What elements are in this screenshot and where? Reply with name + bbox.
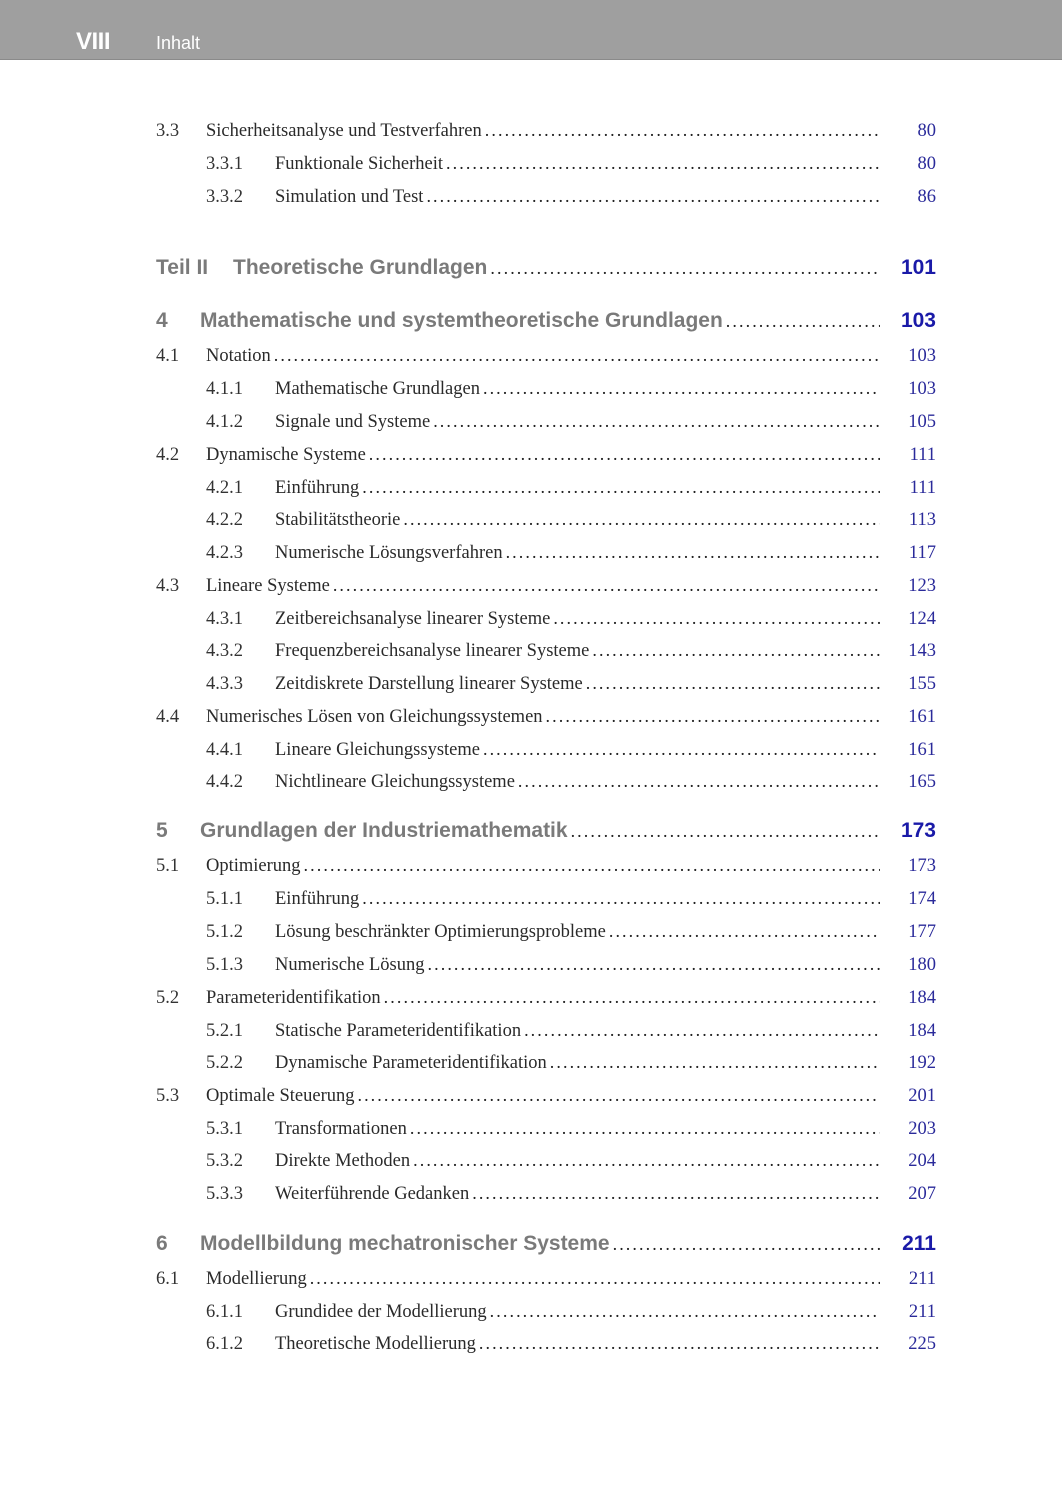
toc-entry-subsection[interactable] (156, 888, 936, 918)
dot-leader (586, 673, 880, 694)
entry-page-number[interactable]: 123 (908, 576, 936, 596)
entry-number: 5 (156, 819, 168, 842)
entry-title: Zeitbereichsanalyse linearer Systeme (275, 609, 551, 629)
entry-title: Weiterführende Gedanken (275, 1184, 470, 1204)
entry-title: Modellierung (206, 1269, 307, 1289)
toc-entry-subsection[interactable] (156, 640, 936, 670)
entry-title: Transformationen (275, 1119, 407, 1139)
entry-page-number[interactable]: 211 (902, 1232, 936, 1255)
toc-entry-subsection[interactable] (156, 921, 936, 951)
entry-number: 4.2.2 (206, 510, 243, 530)
entry-page-number[interactable]: 207 (908, 1184, 936, 1204)
toc-entry-subsection[interactable] (156, 673, 936, 703)
entry-title: Sicherheitsanalyse und Testverfahren (206, 121, 482, 141)
entry-number: 5.1.3 (206, 955, 243, 975)
dot-leader (357, 1085, 880, 1106)
entry-number: 4.1 (156, 346, 180, 366)
dot-leader (403, 509, 880, 530)
dot-leader (410, 1118, 880, 1139)
entry-page-number[interactable]: 184 (908, 1021, 936, 1041)
entry-number: 5.3 (156, 1086, 180, 1106)
toc-entry-subsection[interactable] (156, 608, 936, 638)
toc-entry-chapter[interactable] (156, 1232, 936, 1262)
entry-title: Stabilitätstheorie (275, 510, 401, 530)
toc-entry-subsection[interactable] (156, 1052, 936, 1082)
entry-page-number[interactable]: 111 (909, 445, 936, 465)
toc-entry-subsection[interactable] (156, 542, 936, 572)
entry-number: 4.3.3 (206, 674, 243, 694)
dot-leader (369, 444, 880, 465)
dot-leader (362, 477, 880, 498)
toc-entry-subsection[interactable] (156, 378, 936, 408)
entry-page-number[interactable]: 101 (900, 256, 936, 279)
dot-leader (433, 411, 880, 432)
entry-number: 4.4 (156, 707, 180, 727)
entry-number: 3.3 (156, 121, 180, 141)
dot-leader (274, 345, 880, 366)
entry-number: Teil II (156, 256, 209, 279)
entry-title: Numerische Lösung (275, 955, 425, 975)
entry-title: Einführung (275, 478, 360, 498)
dot-leader (726, 311, 880, 332)
entry-title: Funktionale Sicherheit (275, 154, 444, 174)
entry-title: Lösung beschränkter Optimierungsprobleme (275, 922, 606, 942)
dot-leader (553, 608, 880, 629)
entry-title: Mathematische Grundlagen (275, 379, 480, 399)
dot-leader (613, 1234, 880, 1255)
toc-entry-chapter[interactable] (156, 309, 936, 339)
entry-title: Grundlagen der Industriemathematik (200, 819, 568, 842)
dot-leader (333, 575, 880, 596)
dot-leader (362, 888, 880, 909)
entry-page-number[interactable]: 103 (908, 346, 936, 366)
entry-number: 5.1.2 (206, 922, 243, 942)
toc-entry-section[interactable] (156, 855, 936, 885)
entry-number: 4 (156, 309, 168, 332)
dot-leader (490, 258, 880, 279)
dot-leader (483, 378, 880, 399)
entry-title: Statische Parameteridentifikation (275, 1021, 522, 1041)
entry-number: 5.1.1 (206, 889, 243, 909)
toc-entry-subsection[interactable] (156, 1333, 936, 1363)
entry-page-number[interactable]: 174 (908, 889, 936, 909)
dot-leader (304, 855, 880, 876)
entry-page-number[interactable]: 161 (908, 707, 936, 727)
entry-title: Numerische Lösungsverfahren (275, 543, 503, 563)
dot-leader (592, 640, 880, 661)
toc-entry-section[interactable] (156, 120, 936, 150)
dot-leader (479, 1333, 880, 1354)
entry-page-number[interactable]: 155 (908, 674, 936, 694)
entry-page-number[interactable]: 165 (908, 772, 936, 792)
entry-number: 4.2.3 (206, 543, 243, 563)
entry-title: Notation (206, 346, 271, 366)
toc-entry-section[interactable] (156, 1085, 936, 1115)
dot-leader (546, 706, 880, 727)
entry-number: 5.2.1 (206, 1021, 243, 1041)
entry-number: 6.1 (156, 1269, 180, 1289)
entry-page-number[interactable]: 80 (917, 121, 936, 141)
dot-leader (506, 542, 880, 563)
entry-page-number[interactable]: 225 (908, 1334, 936, 1354)
toc-entry-section[interactable] (156, 706, 936, 736)
toc-entry-subsection[interactable] (156, 153, 936, 183)
entry-title: Optimierung (206, 856, 301, 876)
dot-leader (518, 771, 880, 792)
toc-entry-subsection[interactable] (156, 1020, 936, 1050)
toc-entry-subsection[interactable] (156, 509, 936, 539)
entry-title: Mathematische und systemtheoretische Grundlagen (200, 309, 723, 332)
dot-leader (413, 1150, 880, 1171)
entry-page-number[interactable]: 201 (908, 1086, 936, 1106)
toc-entry-subsection[interactable] (156, 954, 936, 984)
toc-entry-part[interactable] (156, 256, 936, 286)
entry-title: Nichtlineare Gleichungssysteme (275, 772, 515, 792)
entry-number: 4.1.1 (206, 379, 243, 399)
dot-leader (524, 1020, 880, 1041)
entry-page-number[interactable]: 161 (908, 740, 936, 760)
entry-title: Theoretische Grundlagen (233, 256, 488, 279)
entry-page-number[interactable]: 124 (908, 609, 936, 629)
dot-leader (446, 153, 880, 174)
entry-page-number[interactable]: 117 (908, 543, 936, 563)
entry-title: Numerisches Lösen von Gleichungssystemen (206, 707, 543, 727)
entry-number: 5.1 (156, 856, 180, 876)
entry-page-number[interactable]: 204 (908, 1151, 936, 1171)
dot-leader (384, 987, 880, 1008)
entry-page-number[interactable]: 143 (908, 641, 936, 661)
toc-entry-subsection[interactable] (156, 1118, 936, 1148)
page-folio: VIII (76, 28, 111, 55)
toc-entry-subsection[interactable] (156, 477, 936, 507)
entry-number: 4.2 (156, 445, 180, 465)
entry-page-number[interactable]: 103 (908, 379, 936, 399)
entry-title: Optimale Steuerung (206, 1086, 355, 1106)
toc-entry-section[interactable] (156, 345, 936, 375)
toc-entry-subsection[interactable] (156, 771, 936, 801)
entry-title: Modellbildung mechatronischer Systeme (200, 1232, 610, 1255)
entry-page-number[interactable]: 211 (908, 1269, 936, 1289)
toc-entry-subsection[interactable] (156, 739, 936, 769)
toc-entry-subsection[interactable] (156, 1301, 936, 1331)
entry-number: 6.1.2 (206, 1334, 243, 1354)
toc-entry-subsection[interactable] (156, 1150, 936, 1180)
entry-title: Lineare Gleichungssysteme (275, 740, 480, 760)
entry-page-number[interactable]: 113 (908, 510, 936, 530)
entry-page-number[interactable]: 86 (917, 187, 936, 207)
toc-entry-section[interactable] (156, 575, 936, 605)
toc-entry-section[interactable] (156, 1268, 936, 1298)
toc-entry-subsection[interactable] (156, 411, 936, 441)
entry-number: 5.3.2 (206, 1151, 243, 1171)
entry-title: Dynamische Systeme (206, 445, 366, 465)
dot-leader (310, 1268, 880, 1289)
dot-leader (609, 921, 880, 942)
entry-page-number[interactable]: 211 (908, 1302, 936, 1322)
entry-number: 3.3.2 (206, 187, 243, 207)
entry-number: 3.3.1 (206, 154, 243, 174)
entry-number: 5.3.1 (206, 1119, 243, 1139)
entry-page-number[interactable]: 111 (909, 478, 936, 498)
toc-entry-section[interactable] (156, 444, 936, 474)
entry-number: 4.4.1 (206, 740, 243, 760)
entry-title: Zeitdiskrete Darstellung linearer Systeme (275, 674, 583, 694)
entry-title: Signale und Systeme (275, 412, 431, 432)
dot-leader (428, 954, 880, 975)
toc-entry-subsection[interactable] (156, 186, 936, 216)
dot-leader (483, 739, 880, 760)
entry-number: 4.3 (156, 576, 180, 596)
dot-leader (550, 1052, 880, 1073)
entry-number: 5.3.3 (206, 1184, 243, 1204)
dot-leader (472, 1183, 880, 1204)
toc-entry-section[interactable] (156, 987, 936, 1017)
entry-number: 6.1.1 (206, 1302, 243, 1322)
entry-title: Lineare Systeme (206, 576, 330, 596)
entry-page-number[interactable]: 173 (900, 819, 936, 842)
entry-title: Theoretische Modellierung (275, 1334, 476, 1354)
running-title: Inhalt (156, 33, 201, 53)
dot-leader (490, 1301, 880, 1322)
entry-page-number[interactable]: 80 (917, 154, 936, 174)
entry-title: Einführung (275, 889, 360, 909)
dot-leader (571, 821, 880, 842)
entry-page-number[interactable]: 203 (908, 1119, 936, 1139)
entry-page-number[interactable]: 192 (908, 1053, 936, 1073)
entry-page-number[interactable]: 103 (900, 309, 936, 332)
entry-title: Parameteridentifikation (206, 988, 381, 1008)
entry-number: 4.2.1 (206, 478, 243, 498)
entry-title: Simulation und Test (275, 187, 424, 207)
entry-number: 4.3.2 (206, 641, 243, 661)
entry-number: 5.2.2 (206, 1053, 243, 1073)
entry-number: 4.3.1 (206, 609, 243, 629)
entry-number: 5.2 (156, 988, 180, 1008)
running-header (0, 0, 1062, 60)
entry-page-number[interactable]: 177 (908, 922, 936, 942)
entry-page-number[interactable]: 105 (908, 412, 936, 432)
dot-leader (485, 120, 880, 141)
entry-title: Direkte Methoden (275, 1151, 411, 1171)
entry-number: 4.1.2 (206, 412, 243, 432)
entry-page-number[interactable]: 184 (908, 988, 936, 1008)
entry-title: Grundidee der Modellierung (275, 1302, 487, 1322)
dot-leader (426, 186, 880, 207)
toc-entry-chapter[interactable] (156, 819, 936, 849)
entry-number: 4.4.2 (206, 772, 243, 792)
entry-title: Frequenzbereichsanalyse linearer Systeme (275, 641, 590, 661)
toc-entry-subsection[interactable] (156, 1183, 936, 1213)
entry-page-number[interactable]: 180 (908, 955, 936, 975)
entry-title: Dynamische Parameteridentifikation (275, 1053, 547, 1073)
entry-page-number[interactable]: 173 (908, 856, 936, 876)
entry-number: 6 (156, 1232, 168, 1255)
